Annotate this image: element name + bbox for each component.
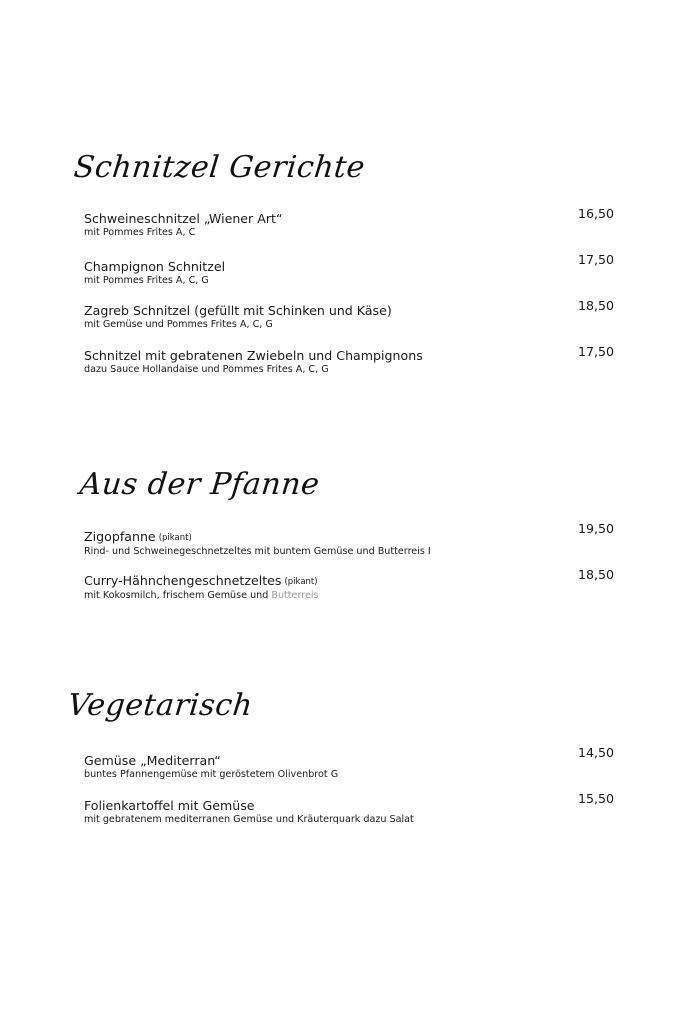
menu-item-price: 19,50 — [577, 521, 614, 536]
menu-item-description: Rind- und Schweinegeschnetzeltes mit buntem Gemüse und Butterreis I — [84, 546, 431, 557]
menu-item-description-text: mit Kokosmilch, frischem Gemüse und — [84, 590, 272, 601]
menu-item-description: mit gebratenem mediterranen Gemüse und Kräuterquark dazu Salat — [84, 814, 414, 825]
menu-item — [84, 529, 604, 558]
menu-item-price: 18,50 — [577, 298, 614, 313]
menu-item-price: 17,50 — [577, 252, 614, 267]
menu-item-description: mit Gemüse und Pommes Frites A, C, G — [84, 319, 273, 330]
menu-item — [84, 259, 604, 287]
menu-item-name: Schweineschnitzel „Wiener Art“ — [84, 211, 283, 226]
menu-item-description: buntes Pfannengemüse mit geröstetem Olivenbrot G — [84, 769, 339, 780]
menu-item-price: 14,50 — [577, 745, 614, 760]
menu-item-name: Champignon Schnitzel — [84, 259, 226, 274]
menu-item — [84, 753, 604, 781]
menu-item-tag: (pikant) — [284, 577, 318, 587]
menu-item-name-text: Curry-Hähnchengeschnetzeltes — [84, 573, 282, 588]
menu-item-price: 18,50 — [577, 567, 614, 582]
menu-item — [84, 348, 604, 376]
menu-item-name: Zagreb Schnitzel (gefüllt mit Schinken und Käse) — [84, 303, 392, 318]
menu-item-name — [84, 529, 604, 546]
menu-item — [84, 798, 604, 826]
menu-item-name — [84, 573, 604, 590]
menu-item — [84, 211, 604, 239]
section-title-schnitzel: Schnitzel Gerichte — [72, 150, 367, 185]
section-title-vegetarisch: Vegetarisch — [66, 688, 255, 723]
menu-item-description-faded: Butterreis — [271, 590, 319, 601]
menu-item-description: dazu Sauce Hollandaise und Pommes Frites A, C, G — [84, 364, 329, 375]
menu-item-price: 16,50 — [577, 206, 614, 221]
menu-item — [84, 303, 604, 331]
section-title-pfanne: Aus der Pfanne — [78, 467, 322, 502]
menu-item-price: 17,50 — [577, 344, 614, 359]
menu-item-name: Folienkartoffel mit Gemüse — [84, 798, 255, 813]
menu-item-description: mit Pommes Frites A, C, G — [84, 275, 209, 286]
menu-item-price: 15,50 — [577, 791, 614, 806]
menu-item-description: mit Pommes Frites A, C — [84, 227, 196, 238]
menu-item-tag: (pikant) — [158, 533, 192, 543]
menu-item — [84, 573, 604, 602]
menu-item-name-text: Zigopfanne — [84, 529, 156, 544]
menu-item-name: Gemüse „Mediterran“ — [84, 753, 221, 768]
menu-item-name: Schnitzel mit gebratenen Zwiebeln und Champignons — [84, 348, 423, 363]
menu-item-description — [84, 590, 604, 602]
